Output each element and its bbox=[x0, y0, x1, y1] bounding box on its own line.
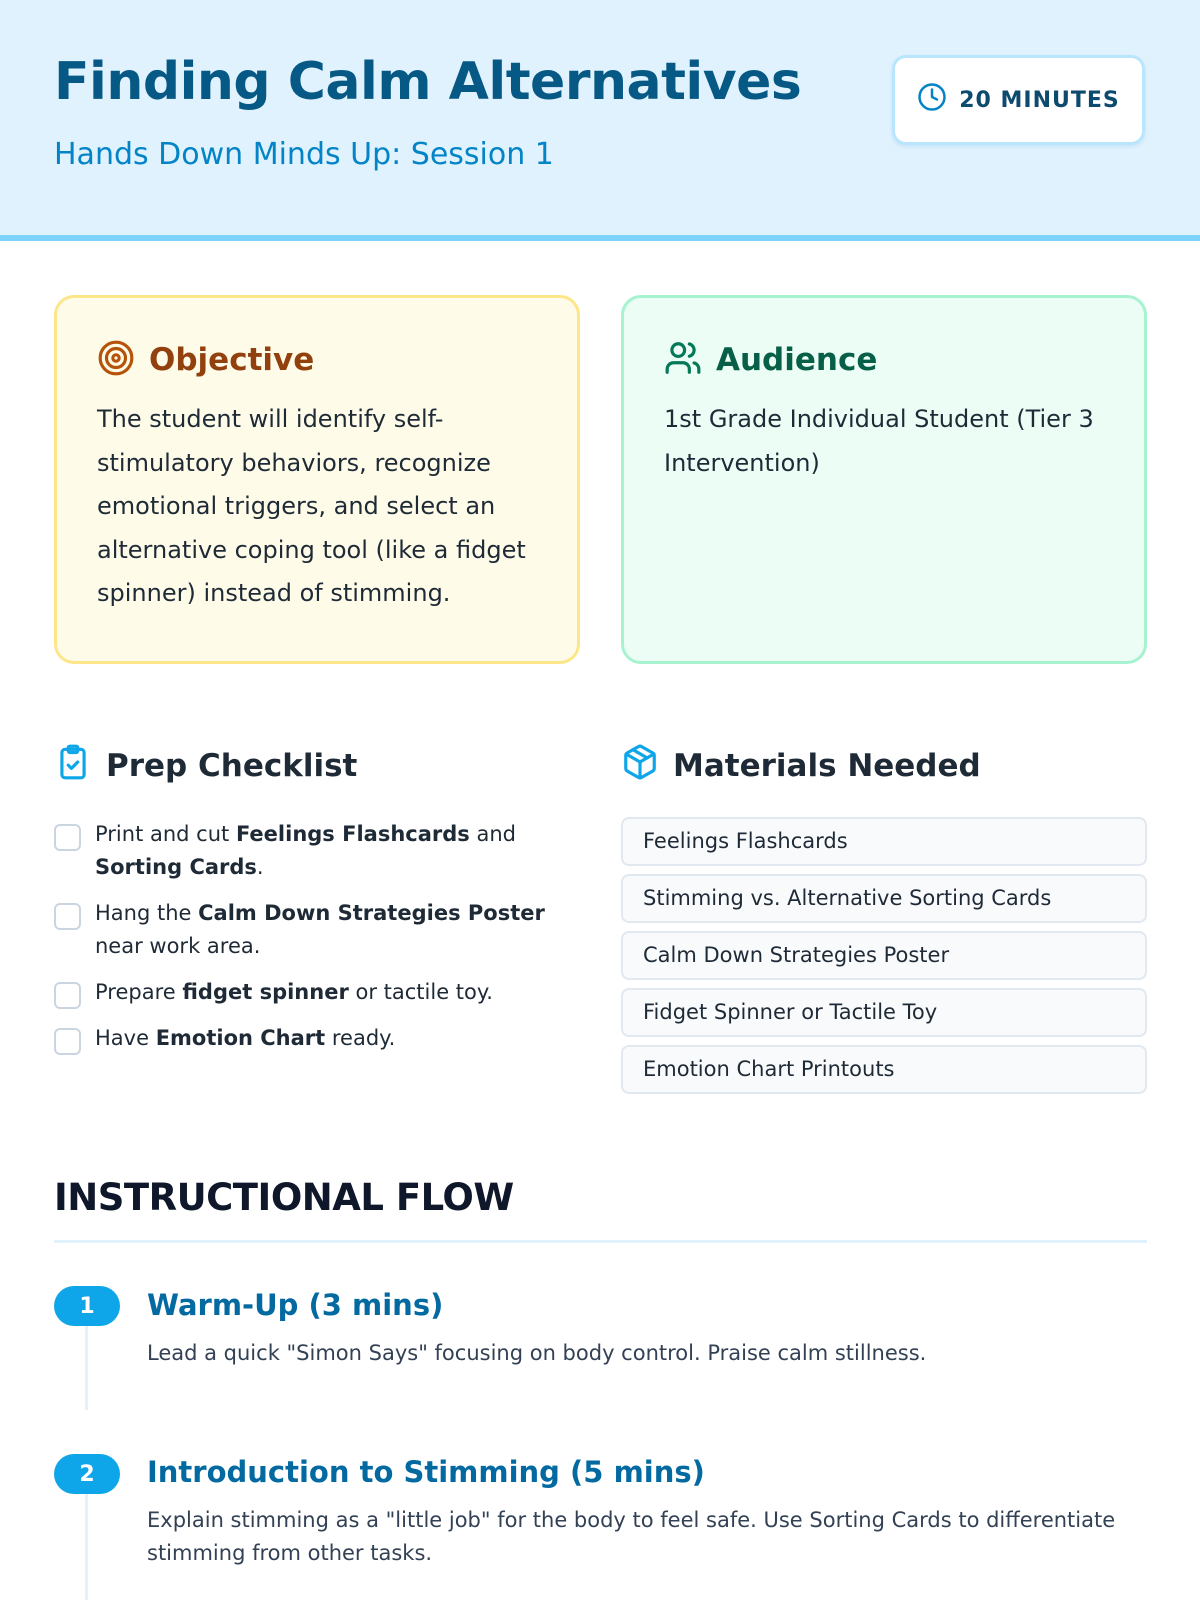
step-description: Explain stimming as a "little job" for the body to feel safe. Use Sorting Cards to differentiate stimming from other tasks. bbox=[147, 1508, 1116, 1565]
material-item: Fidget Spinner or Tactile Toy bbox=[621, 988, 1147, 1037]
step-description: Lead a quick "Simon Says" focusing on body control. Praise calm stillness. bbox=[147, 1341, 927, 1365]
step-number-badge: 2 bbox=[54, 1454, 120, 1494]
checkbox[interactable] bbox=[54, 824, 81, 851]
checklist-item[interactable] bbox=[54, 1022, 584, 1055]
prep-checklist-heading bbox=[54, 743, 357, 789]
step-title: Warm-Up (3 mins) bbox=[147, 1288, 444, 1322]
materials-heading bbox=[621, 743, 981, 789]
step-number-badge: 1 bbox=[54, 1286, 120, 1326]
materials-label: Materials Needed bbox=[673, 748, 981, 784]
timeline-line bbox=[85, 1326, 88, 1410]
material-item: Calm Down Strategies Poster bbox=[621, 931, 1147, 980]
audience-header bbox=[664, 340, 1104, 380]
checklist-item[interactable] bbox=[54, 976, 584, 1009]
prep-checklist-label: Prep Checklist bbox=[106, 748, 358, 784]
checkbox[interactable] bbox=[54, 1028, 81, 1055]
users-icon bbox=[664, 339, 702, 381]
objective-label: Objective bbox=[149, 342, 315, 378]
checklist-item-text: Hang the Calm Down Strategies Poster near work area. bbox=[95, 901, 545, 958]
duration-badge bbox=[892, 55, 1145, 145]
page-header bbox=[0, 0, 1200, 241]
checkbox[interactable] bbox=[54, 982, 81, 1009]
audience-label: Audience bbox=[716, 342, 878, 378]
package-icon bbox=[621, 743, 659, 789]
checklist-item-text: Prepare fidget spinner or tactile toy. bbox=[95, 980, 493, 1004]
clock-icon bbox=[917, 82, 947, 118]
page-title: Finding Calm Alternatives bbox=[54, 52, 802, 112]
checklist-item-text: Print and cut Feelings Flashcards and Sorting Cards. bbox=[95, 822, 516, 879]
material-item: Emotion Chart Printouts bbox=[621, 1045, 1147, 1094]
material-item: Feelings Flashcards bbox=[621, 817, 1147, 866]
page-subtitle: Hands Down Minds Up: Session 1 bbox=[54, 137, 554, 172]
duration-label: 20 MINUTES bbox=[959, 87, 1120, 113]
material-item: Stimming vs. Alternative Sorting Cards bbox=[621, 874, 1147, 923]
divider bbox=[54, 1240, 1147, 1243]
step-title: Introduction to Stimming (5 mins) bbox=[147, 1455, 705, 1489]
objective-header bbox=[97, 340, 537, 380]
target-icon bbox=[97, 339, 135, 381]
checklist-item-text: Have Emotion Chart ready. bbox=[95, 1026, 396, 1050]
audience-text: 1st Grade Individual Student (Tier 3 Intervention) bbox=[664, 405, 1094, 477]
prep-checklist bbox=[54, 818, 584, 1068]
objective-card bbox=[54, 295, 580, 664]
clipboard-check-icon bbox=[54, 743, 92, 789]
instructional-flow-heading: INSTRUCTIONAL FLOW bbox=[54, 1176, 514, 1219]
objective-text: The student will identify self-stimulatory behaviors, recognize emotional triggers, and select an alternative coping tool (like a fidget spinner) instead of stimming. bbox=[97, 405, 526, 607]
materials-list bbox=[621, 817, 1147, 1102]
checklist-item[interactable] bbox=[54, 897, 584, 963]
audience-card bbox=[621, 295, 1147, 664]
checkbox[interactable] bbox=[54, 903, 81, 930]
checklist-item[interactable] bbox=[54, 818, 584, 884]
timeline-line bbox=[85, 1494, 88, 1600]
